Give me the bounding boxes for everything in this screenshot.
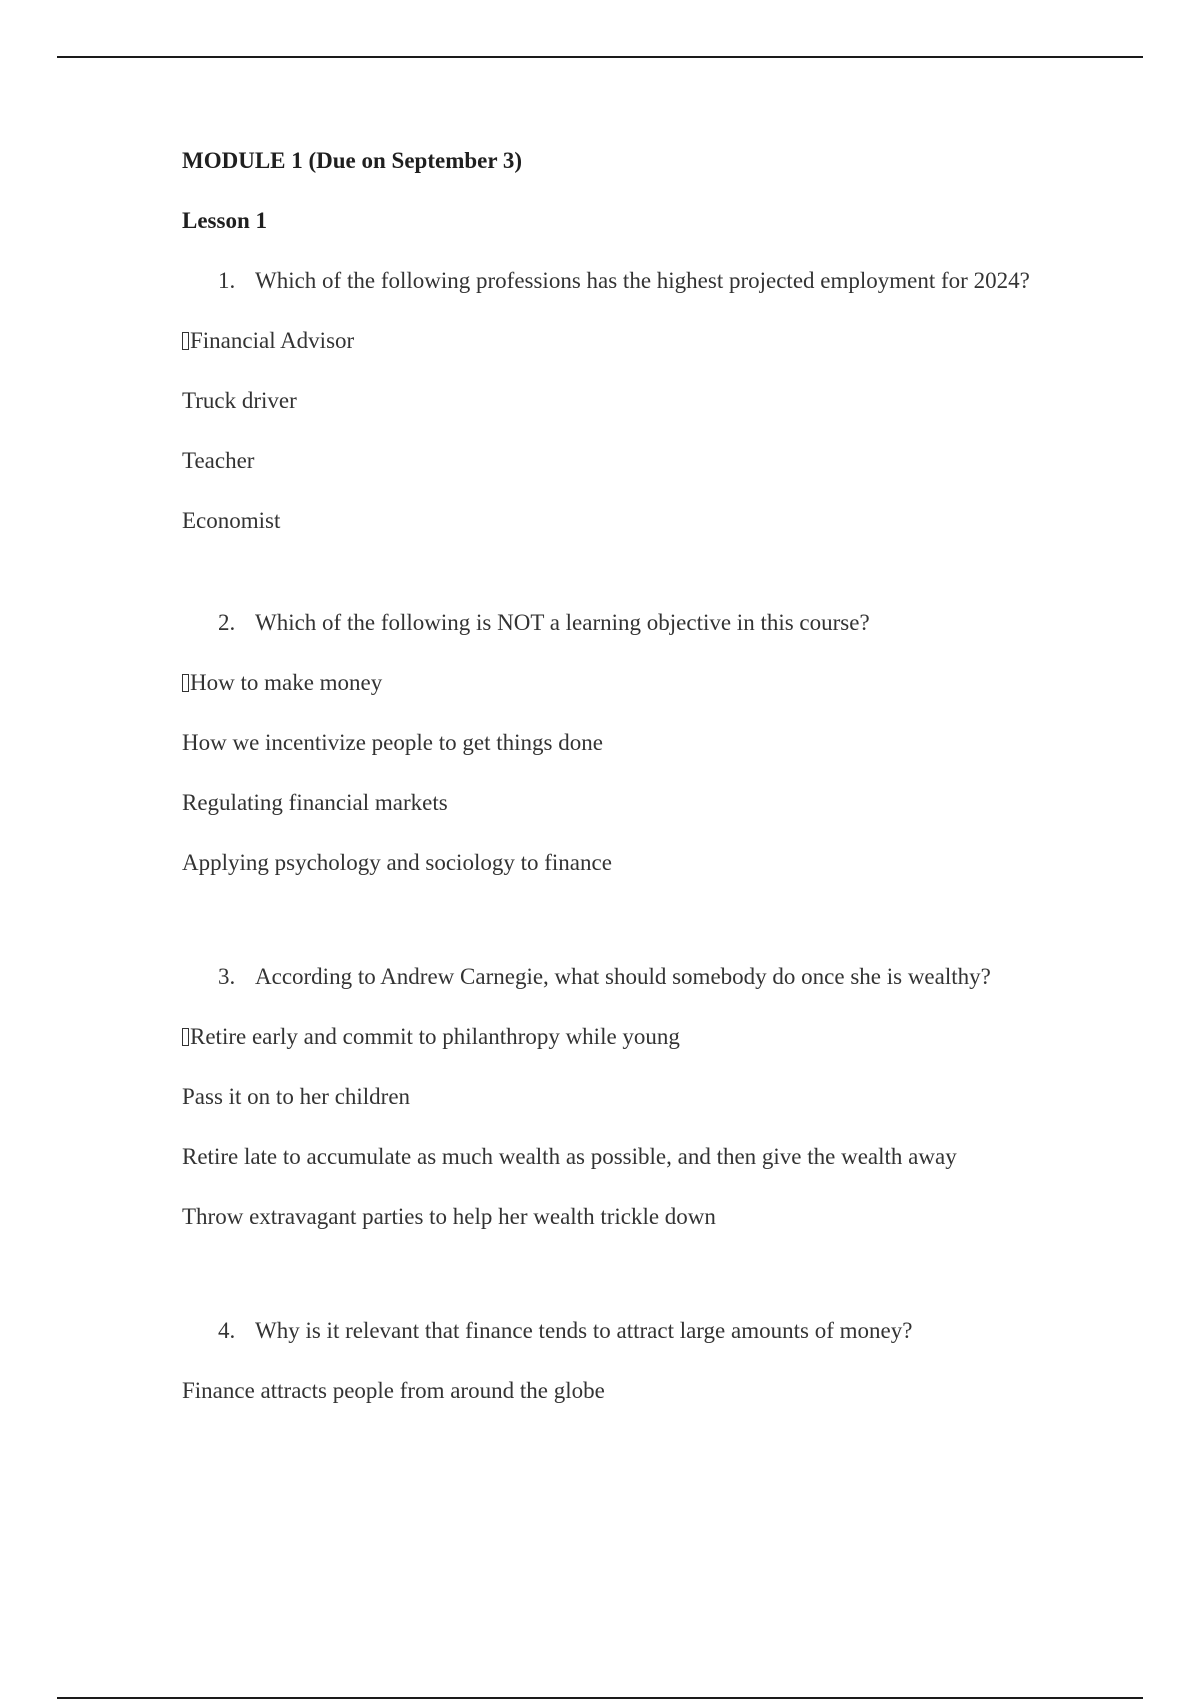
answer-option-selected (182, 326, 1062, 356)
answer-option (182, 386, 1062, 416)
answer-option (182, 1376, 1062, 1406)
question-number: 3. (218, 964, 236, 989)
spacer (182, 908, 1062, 962)
document-page (182, 146, 1062, 1436)
option-text: Retire late to accumulate as much wealth as possible, and then give the wealth away (182, 1144, 957, 1169)
option-text: How we incentivize people to get things done (182, 730, 603, 755)
option-text: Throw extravagant parties to help her wealth trickle down (182, 1204, 716, 1229)
answer-option (182, 1142, 1062, 1172)
selected-marker-icon (182, 674, 189, 692)
option-text: Finance attracts people from around the globe (182, 1378, 605, 1403)
option-text: Teacher (182, 448, 255, 473)
spacer (182, 566, 1062, 608)
option-text: How to make money (190, 670, 383, 695)
option-text: Pass it on to her children (182, 1084, 411, 1109)
top-rule (57, 56, 1143, 58)
question-number: 4. (218, 1318, 236, 1343)
question-1 (182, 266, 1062, 296)
option-text: Regulating financial markets (182, 790, 448, 815)
option-text: Retire early and commit to philanthropy while young (190, 1024, 680, 1049)
option-text: Truck driver (182, 388, 297, 413)
option-text: Applying psychology and sociology to finance (182, 850, 612, 875)
question-text: Why is it relevant that finance tends to attract large amounts of money? (255, 1318, 913, 1343)
module-title: MODULE 1 (Due on September 3) (182, 148, 523, 173)
answer-option (182, 1202, 1062, 1232)
question-3 (182, 962, 1062, 992)
question-text: Which of the following is NOT a learning objective in this course? (255, 610, 870, 635)
option-text: Financial Advisor (190, 328, 355, 353)
answer-option (182, 848, 1062, 878)
question-2 (182, 608, 1062, 638)
answer-option (182, 728, 1062, 758)
selected-marker-icon (182, 332, 189, 350)
bottom-rule (57, 1697, 1143, 1699)
answer-option (182, 1082, 1062, 1112)
answer-option (182, 506, 1062, 536)
question-text: Which of the following professions has the highest projected employment for 2024? (255, 268, 1030, 293)
question-4 (182, 1316, 1062, 1346)
answer-option (182, 788, 1062, 818)
selected-marker-icon (182, 1028, 189, 1046)
question-number: 1. (218, 268, 236, 293)
answer-option-selected (182, 668, 1062, 698)
answer-option-selected (182, 1022, 1062, 1052)
spacer (182, 1262, 1062, 1316)
question-text: According to Andrew Carnegie, what should somebody do once she is wealthy? (255, 964, 991, 989)
option-text: Economist (182, 508, 281, 533)
answer-option (182, 446, 1062, 476)
question-number: 2. (218, 610, 236, 635)
lesson-title: Lesson 1 (182, 208, 267, 233)
